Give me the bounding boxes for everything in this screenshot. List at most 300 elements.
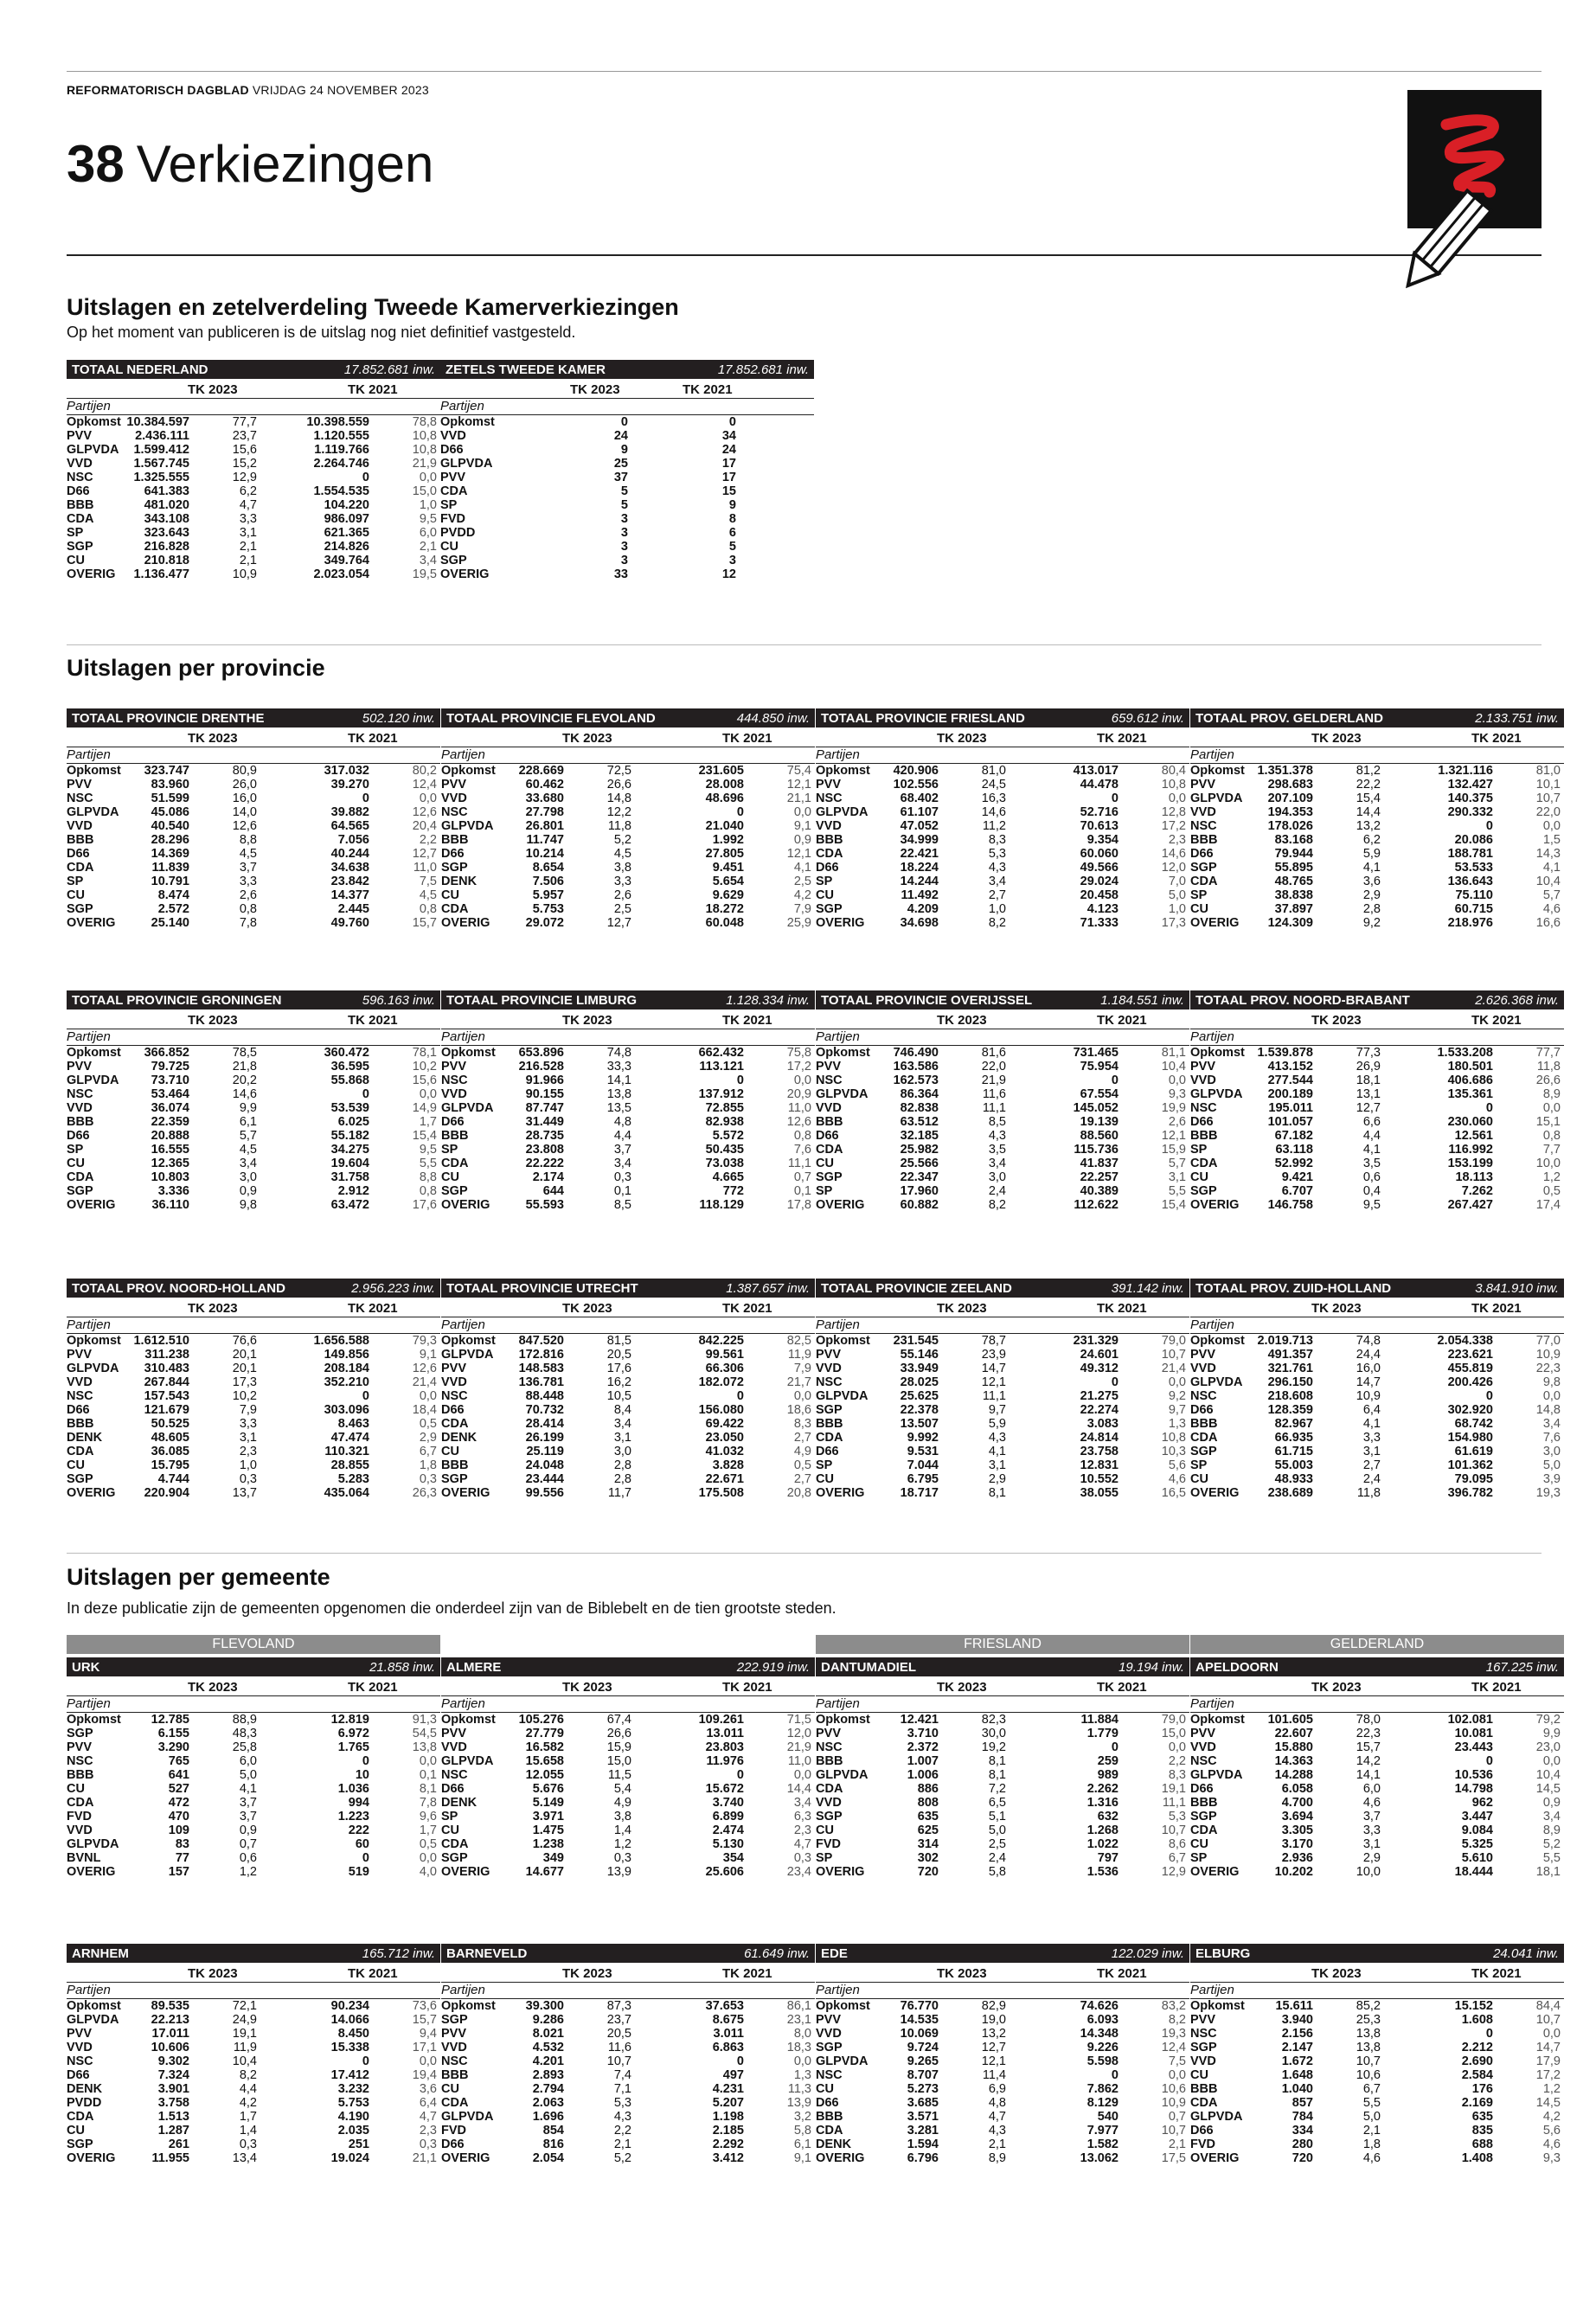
percent-2021: 14,9 <box>412 1101 437 1115</box>
percent-2021: 9,3 <box>1168 1087 1186 1101</box>
votes-2023: 26.801 <box>525 819 564 833</box>
votes-2023: 470 <box>168 1810 189 1823</box>
votes-2021: 0 <box>1485 1754 1493 1768</box>
percent-2021: 15,4 <box>1161 1198 1186 1212</box>
column-headers <box>67 727 440 747</box>
table-title: ZETELS TWEEDE KAMER <box>445 362 606 377</box>
percent-2021: 5,6 <box>1168 1458 1186 1472</box>
percent-2023: 19,1 <box>232 2027 257 2041</box>
region-bar: FRIESLAND <box>816 1635 1189 1654</box>
votes-2021: 14.348 <box>1080 2027 1118 2041</box>
table-row <box>441 2027 815 2041</box>
percent-2023: 16,0 <box>1356 1362 1381 1375</box>
percent-2023: 2,1 <box>1362 2124 1381 2138</box>
votes-2021: 259 <box>1097 1754 1118 1768</box>
party-name: VVD <box>441 1087 467 1101</box>
percent-2021: 21,1 <box>786 792 811 805</box>
percent-2023: 5,3 <box>988 847 1006 861</box>
votes-2023: 33.680 <box>525 792 564 805</box>
percent-2021: 77,7 <box>1535 1046 1561 1060</box>
percent-2023: 8,5 <box>613 1198 631 1212</box>
party-name: Opkomst <box>67 1713 121 1727</box>
party-name: PVV <box>816 1348 842 1362</box>
party-name: PVV <box>440 471 466 484</box>
column-tk2023: TK 2023 <box>562 1680 612 1695</box>
party-name: GLPVDA <box>816 1389 869 1403</box>
votes-2021: 2.169 <box>1461 2096 1493 2110</box>
party-name: D66 <box>440 443 464 457</box>
percent-2021: 77,0 <box>1535 1334 1561 1348</box>
party-name: SP <box>67 526 84 540</box>
table-row <box>816 2138 1189 2151</box>
votes-2023: 157.543 <box>144 1389 189 1403</box>
votes-2023: 121.679 <box>144 1403 189 1417</box>
percent-2021: 15,4 <box>412 1129 437 1143</box>
votes-2021: 303.096 <box>324 1403 369 1417</box>
table-header <box>816 990 1189 1009</box>
votes-2021: 1.268 <box>1086 1823 1118 1837</box>
column-tk2021: TK 2021 <box>1097 1013 1147 1028</box>
column-headers <box>441 1298 815 1317</box>
results-table-utrecht <box>441 1279 815 1500</box>
percent-2023: 2,4 <box>988 1851 1006 1865</box>
party-name: D66 <box>67 2068 90 2082</box>
votes-2023: 45.086 <box>151 805 189 819</box>
party-name: PVV <box>816 1727 842 1740</box>
percent-2021: 75,4 <box>786 764 811 778</box>
percent-2021: 5,2 <box>1542 1837 1561 1851</box>
votes-2021: 21.275 <box>1080 1389 1118 1403</box>
party-name: D66 <box>816 1129 839 1143</box>
votes-2023: 3.281 <box>907 2124 939 2138</box>
column-tk2023: TK 2023 <box>562 1966 612 1981</box>
votes-2021: 14.377 <box>330 888 369 902</box>
votes-2023: 7.324 <box>157 2068 189 2082</box>
party-name: GLPVDA <box>67 805 119 819</box>
table-row <box>816 1348 1189 1362</box>
table-row <box>67 2041 440 2054</box>
percent-2023: 14,6 <box>232 1087 257 1101</box>
percent-2021: 1,0 <box>419 498 437 512</box>
votes-2023: 51.599 <box>151 792 189 805</box>
percent-2021: 7,6 <box>1542 1431 1561 1445</box>
table-row <box>1190 1865 1564 1879</box>
votes-2021: 2.584 <box>1461 2068 1493 2082</box>
table-row <box>67 2054 440 2068</box>
votes-2023: 653.896 <box>518 1046 564 1060</box>
party-name: Opkomst <box>1190 1713 1245 1727</box>
percent-2021: 10,9 <box>1535 1348 1561 1362</box>
party-name: SP <box>440 498 458 512</box>
percent-2021: 7,9 <box>793 902 811 916</box>
votes-2021: 182.072 <box>698 1375 744 1389</box>
percent-2021: 9,2 <box>1168 1389 1186 1403</box>
percent-2023: 4,3 <box>613 2110 631 2124</box>
votes-2023: 635 <box>917 1810 939 1823</box>
percent-2021: 10,8 <box>412 429 437 443</box>
table-row <box>816 2082 1189 2096</box>
percent-2021: 71,5 <box>786 1713 811 1727</box>
votes-2021: 115.736 <box>1074 1143 1118 1157</box>
percent-2023: 7,9 <box>239 1403 257 1417</box>
votes-2021: 5.598 <box>1086 2054 1118 2068</box>
table-header <box>441 1944 815 1963</box>
column-tk2021: TK 2021 <box>722 731 772 746</box>
percent-2021: 0,8 <box>793 1129 811 1143</box>
percent-2021: 9,5 <box>419 512 437 526</box>
parties-label: Partijen <box>816 1983 1189 1999</box>
percent-2021: 82,5 <box>786 1334 811 1348</box>
votes-2023: 4.532 <box>532 2041 564 2054</box>
table-row <box>1190 1348 1564 1362</box>
votes-2023: 1.325.555 <box>133 471 189 484</box>
percent-2021: 0,7 <box>793 1170 811 1184</box>
parties-label: Partijen <box>1190 1696 1564 1713</box>
percent-2023: 85,2 <box>1356 1999 1381 2013</box>
table-row <box>1190 1362 1564 1375</box>
percent-2023: 0,3 <box>613 1170 631 1184</box>
votes-2021: 9.226 <box>1086 2041 1118 2054</box>
percent-2021: 10,1 <box>1535 778 1561 792</box>
votes-2023: 11.955 <box>151 2151 189 2165</box>
votes-2021: 5.130 <box>712 1837 744 1851</box>
seats-2021: 17 <box>721 471 736 484</box>
votes-2023: 5.273 <box>907 2082 939 2096</box>
percent-2023: 4,9 <box>613 1796 631 1810</box>
percent-2023: 15,7 <box>1356 1740 1381 1754</box>
percent-2023: 8,4 <box>613 1403 631 1417</box>
table-row <box>816 2041 1189 2054</box>
table-header <box>67 1279 440 1298</box>
percent-2021: 0,0 <box>793 2054 811 2068</box>
percent-2021: 0,9 <box>793 833 811 847</box>
party-name: GLPVDA <box>816 805 869 819</box>
party-name: SGP <box>441 1472 468 1486</box>
percent-2021: 3,6 <box>419 2082 437 2096</box>
parties-label: Partijen <box>67 1029 440 1046</box>
percent-2023: 11,8 <box>607 819 631 833</box>
table-row <box>1190 2082 1564 2096</box>
party-name: VVD <box>1190 1074 1216 1087</box>
percent-2021: 1,7 <box>419 1823 437 1837</box>
percent-2023: 23,7 <box>232 429 257 443</box>
votes-2023: 644 <box>542 1184 564 1198</box>
votes-2023: 34.999 <box>900 833 939 847</box>
votes-2023: 28.296 <box>151 833 189 847</box>
percent-2021: 0,0 <box>1542 1389 1561 1403</box>
percent-2023: 4,1 <box>239 1782 257 1796</box>
votes-2023: 55.003 <box>1274 1458 1313 1472</box>
table-row <box>441 1334 815 1348</box>
table-row <box>1190 1713 1564 1727</box>
percent-2023: 5,9 <box>988 1417 1006 1431</box>
pencil-icon <box>1386 90 1533 298</box>
column-tk2021: TK 2021 <box>722 1013 772 1028</box>
votes-2021: 5.654 <box>712 875 744 888</box>
percent-2023: 1,0 <box>239 1458 257 1472</box>
table-row <box>816 1184 1189 1198</box>
votes-2023: 7.506 <box>532 875 564 888</box>
votes-2021: 435.064 <box>324 1486 369 1500</box>
percent-2023: 24,4 <box>1356 1348 1381 1362</box>
votes-2021: 60.048 <box>705 916 744 930</box>
votes-2021: 200.426 <box>1447 1375 1493 1389</box>
percent-2021: 81,0 <box>1535 764 1561 778</box>
table-row <box>1190 1389 1564 1403</box>
percent-2021: 23,4 <box>786 1865 811 1879</box>
percent-2021: 12,4 <box>412 778 437 792</box>
parties-label: Partijen <box>441 1983 815 1999</box>
party-name: NSC <box>1190 819 1217 833</box>
percent-2023: 3,3 <box>1362 1431 1381 1445</box>
votes-2023: 63.512 <box>900 1115 939 1129</box>
percent-2021: 79,0 <box>1161 1713 1186 1727</box>
population-count: 61.649 inw. <box>744 1945 810 1961</box>
party-name: CU <box>440 540 458 554</box>
percent-2023: 15,9 <box>606 1740 631 1754</box>
table-row <box>816 2054 1189 2068</box>
table-row <box>816 805 1189 819</box>
percent-2023: 3,6 <box>1362 875 1381 888</box>
table-row <box>816 1823 1189 1837</box>
party-name: OVERIG <box>441 2151 490 2165</box>
votes-2023: 87.747 <box>525 1101 564 1115</box>
percent-2021: 5,5 <box>419 1157 437 1170</box>
table-row <box>67 429 440 443</box>
party-name: NSC <box>67 1087 93 1101</box>
party-name: CDA <box>1190 2096 1218 2110</box>
party-name: OVERIG <box>67 916 116 930</box>
column-tk2021: TK 2021 <box>1097 1301 1147 1316</box>
party-name: CU <box>441 1170 459 1184</box>
percent-2023: 3,8 <box>613 1810 631 1823</box>
percent-2021: 9,1 <box>793 2151 811 2165</box>
results-table-dantumadiel <box>816 1635 1189 1879</box>
party-name: CDA <box>1190 1823 1218 1837</box>
party-name: OVERIG <box>816 1865 865 1879</box>
votes-2023: 5.149 <box>532 1796 564 1810</box>
provinces-heading: Uitslagen per provincie <box>67 655 325 681</box>
percent-2021: 0,5 <box>1542 1184 1561 1198</box>
votes-2023: 2.572 <box>157 902 189 916</box>
percent-2021: 21,4 <box>412 1375 437 1389</box>
table-row <box>1190 1074 1564 1087</box>
votes-2021: 2.035 <box>337 2124 369 2138</box>
column-tk2021: TK 2021 <box>1471 1966 1522 1981</box>
results-table-noord-holland <box>67 1279 440 1500</box>
table-row <box>1190 1129 1564 1143</box>
percent-2023: 4,7 <box>239 498 257 512</box>
party-name: PVV <box>441 1727 467 1740</box>
votes-2021: 19.139 <box>1080 1115 1118 1129</box>
votes-2021: 20.458 <box>1080 888 1118 902</box>
seats-2021: 9 <box>728 498 736 512</box>
votes-2023: 10.214 <box>525 847 564 861</box>
table-row <box>816 2027 1189 2041</box>
population-count: 24.041 inw. <box>1493 1945 1559 1961</box>
column-headers <box>67 1676 440 1696</box>
percent-2023: 12,7 <box>606 916 631 930</box>
votes-2023: 22.421 <box>900 847 939 861</box>
votes-2023: 17.960 <box>900 1184 939 1198</box>
votes-2021: 44.478 <box>1080 778 1118 792</box>
table-row <box>1190 805 1564 819</box>
votes-2023: 136.781 <box>518 1375 564 1389</box>
party-name: OVERIG <box>67 2151 116 2165</box>
votes-2021: 7.262 <box>1461 1184 1493 1198</box>
percent-2023: 13,2 <box>1356 819 1381 833</box>
votes-2021: 24.814 <box>1080 1431 1118 1445</box>
votes-2023: 2.372 <box>907 1740 939 1754</box>
table-row <box>816 1101 1189 1115</box>
party-name: BVNL <box>67 1851 101 1865</box>
table-row <box>440 567 814 581</box>
votes-2023: 210.818 <box>144 554 189 567</box>
party-name: D66 <box>1190 1403 1214 1417</box>
party-name: BBB <box>67 1115 94 1129</box>
percent-2023: 81,6 <box>981 1046 1006 1060</box>
party-name: VVD <box>67 2041 93 2054</box>
percent-2021: 2,7 <box>793 1472 811 1486</box>
percent-2023: 11,7 <box>607 1486 631 1500</box>
votes-2023: 1.287 <box>157 2124 189 2138</box>
party-name: SP <box>1190 1143 1208 1157</box>
votes-2023: 296.150 <box>1267 1375 1313 1389</box>
party-name: VVD <box>1190 2054 1216 2068</box>
table-row <box>67 1754 440 1768</box>
percent-2023: 12,7 <box>981 2041 1006 2054</box>
seats-2023: 3 <box>620 526 628 540</box>
table-row <box>1190 2096 1564 2110</box>
votes-2021: 71.333 <box>1080 916 1118 930</box>
percent-2023: 3,0 <box>613 1445 631 1458</box>
votes-2023: 1.040 <box>1281 2082 1313 2096</box>
votes-2023: 231.545 <box>893 1334 939 1348</box>
votes-2021: 302.920 <box>1447 1403 1493 1417</box>
votes-2021: 3.740 <box>712 1796 744 1810</box>
table-title: TOTAAL NEDERLAND <box>72 362 208 377</box>
table-row <box>441 2013 815 2027</box>
percent-2023: 17,6 <box>606 1362 631 1375</box>
table-row <box>1190 2041 1564 2054</box>
municipalities-subtitle: In deze publicatie zijn de gemeenten opgenomen die onderdeel zijn van de Biblebelt en de tien grootste steden. <box>67 1599 836 1617</box>
votes-2021: 6.972 <box>337 1727 369 1740</box>
table-row <box>816 1362 1189 1375</box>
votes-2023: 33.949 <box>900 1362 939 1375</box>
votes-2021: 8.675 <box>712 2013 744 2027</box>
votes-2021: 0 <box>1485 2027 1493 2041</box>
table-row <box>67 1143 440 1157</box>
parties-label: Partijen <box>67 1317 440 1334</box>
seats-2023: 9 <box>620 443 628 457</box>
percent-2023: 10,0 <box>1356 1865 1381 1879</box>
percent-2021: 80,2 <box>412 764 437 778</box>
percent-2023: 2,3 <box>239 1445 257 1458</box>
table-row <box>441 1431 815 1445</box>
results-table-arnhem <box>67 1944 440 2165</box>
percent-2023: 10,4 <box>232 2054 257 2068</box>
percent-2023: 78,5 <box>232 1046 257 1060</box>
table-row <box>67 888 440 902</box>
percent-2023: 78,0 <box>1356 1713 1381 1727</box>
percent-2023: 22,0 <box>981 1060 1006 1074</box>
party-name: D66 <box>1190 2124 1214 2138</box>
percent-2021: 22,0 <box>1535 805 1561 819</box>
party-name: BBB <box>1190 1129 1218 1143</box>
table-row <box>441 1074 815 1087</box>
party-name: PVV <box>441 1362 467 1375</box>
results-table-zeeland <box>816 1279 1189 1500</box>
percent-2021: 78,8 <box>412 415 437 429</box>
table-row <box>67 457 440 471</box>
party-name: GLPVDA <box>441 1754 494 1768</box>
table-row <box>1190 1999 1564 2013</box>
percent-2023: 9,7 <box>988 1403 1006 1417</box>
votes-2021: 22.274 <box>1080 1403 1118 1417</box>
votes-2023: 79.725 <box>151 1060 189 1074</box>
percent-2021: 14,5 <box>1535 1782 1561 1796</box>
votes-2023: 12.785 <box>151 1713 189 1727</box>
percent-2021: 7,0 <box>1168 875 1186 888</box>
votes-2023: 1.539.878 <box>1257 1046 1313 1060</box>
percent-2023: 5,2 <box>613 2151 631 2165</box>
percent-2023: 74,8 <box>1356 1334 1381 1348</box>
column-headers <box>816 727 1189 747</box>
votes-2023: 60.882 <box>900 1198 939 1212</box>
votes-2021: 5.753 <box>337 2096 369 2110</box>
results-table-barneveld <box>441 1944 815 2165</box>
party-name: VVD <box>816 1796 842 1810</box>
percent-2023: 15,2 <box>232 457 257 471</box>
party-name: FVD <box>67 1810 92 1823</box>
party-name: VVD <box>816 1101 842 1115</box>
table-row <box>816 819 1189 833</box>
votes-2021: 64.565 <box>330 819 369 833</box>
votes-2023: 16.582 <box>525 1740 564 1754</box>
party-name: GLPVDA <box>441 2110 494 2124</box>
votes-2021: 12.831 <box>1080 1458 1118 1472</box>
parties-label: Partijen <box>441 1317 815 1334</box>
votes-2023: 11.492 <box>901 888 939 902</box>
votes-2023: 6.795 <box>907 1472 939 1486</box>
votes-2023: 26.199 <box>525 1431 564 1445</box>
percent-2021: 3,4 <box>1542 1417 1561 1431</box>
percent-2023: 3,7 <box>1362 1810 1381 1823</box>
population-count: 21.858 inw. <box>369 1659 435 1675</box>
table-row <box>441 2068 815 2082</box>
party-name: BBB <box>67 498 94 512</box>
party-name: OVERIG <box>67 567 116 581</box>
percent-2021: 10,8 <box>1161 1431 1186 1445</box>
votes-2021: 349.764 <box>324 554 369 567</box>
votes-2023: 4.700 <box>1281 1796 1313 1810</box>
percent-2021: 14,7 <box>1535 2041 1561 2054</box>
percent-2021: 0,9 <box>1542 1796 1561 1810</box>
party-name: VVD <box>441 1740 467 1754</box>
party-name: BBB <box>1190 2082 1218 2096</box>
percent-2021: 0,0 <box>1168 792 1186 805</box>
party-name: PVV <box>67 2027 93 2041</box>
percent-2021: 8,2 <box>1168 2013 1186 2027</box>
party-name: SGP <box>441 861 468 875</box>
table-row <box>816 1810 1189 1823</box>
percent-2023: 3,8 <box>613 861 631 875</box>
table-row <box>441 1087 815 1101</box>
table-row <box>1190 1458 1564 1472</box>
table-title: ALMERE <box>446 1659 502 1675</box>
table-row <box>816 1375 1189 1389</box>
table-row <box>1190 1472 1564 1486</box>
